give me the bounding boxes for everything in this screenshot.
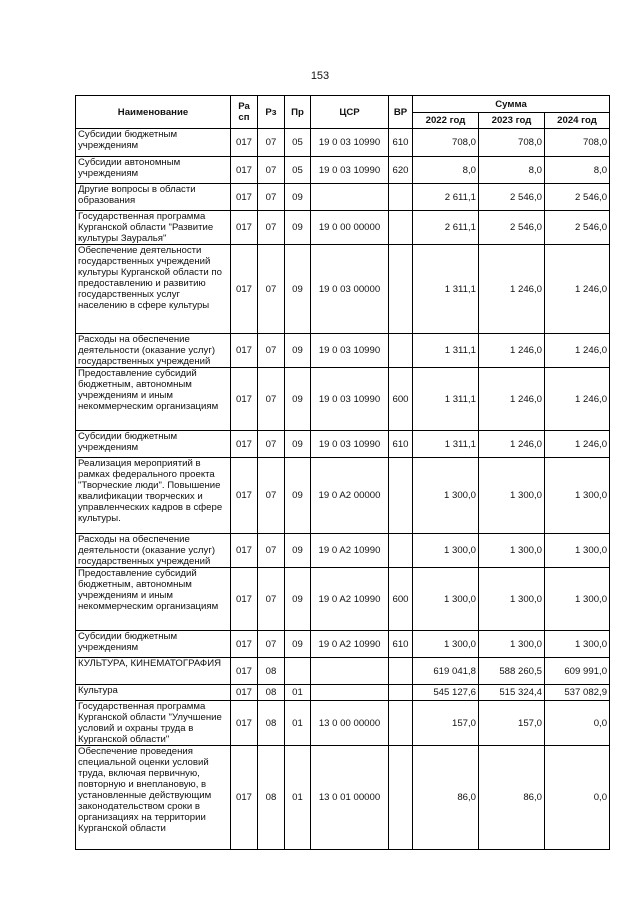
cell-y2022: 2 611,1 [413, 184, 479, 211]
cell-y2024: 1 300,0 [545, 534, 610, 568]
cell-csr [311, 658, 389, 685]
cell-pr: 09 [285, 211, 311, 245]
cell-vr [389, 685, 413, 701]
cell-y2023: 2 546,0 [479, 211, 545, 245]
cell-y2023: 1 300,0 [479, 458, 545, 534]
cell-y2022: 8,0 [413, 157, 479, 184]
cell-y2022: 157,0 [413, 701, 479, 746]
cell-y2024: 8,0 [545, 157, 610, 184]
cell-vr: 620 [389, 157, 413, 184]
cell-ra: 017 [231, 631, 258, 658]
cell-pr: 09 [285, 368, 311, 431]
cell-ra: 017 [231, 129, 258, 157]
cell-rz: 07 [258, 458, 285, 534]
cell-csr: 19 0 03 10990 [311, 129, 389, 157]
cell-csr: 19 0 00 00000 [311, 211, 389, 245]
cell-rz: 07 [258, 368, 285, 431]
cell-y2022: 1 311,1 [413, 245, 479, 334]
cell-y2024: 537 082,9 [545, 685, 610, 701]
table-row [76, 184, 610, 211]
cell-vr: 610 [389, 129, 413, 157]
cell-ra: 017 [231, 701, 258, 746]
header-2024: 2024 год [545, 113, 610, 129]
cell-y2024: 609 991,0 [545, 658, 610, 685]
header-sum: Сумма [413, 96, 610, 113]
cell-vr [389, 458, 413, 534]
cell-y2023: 588 260,5 [479, 658, 545, 685]
cell-name: Субсидии бюджетным учреждениям [76, 431, 231, 458]
cell-y2023: 157,0 [479, 701, 545, 746]
cell-pr: 09 [285, 184, 311, 211]
cell-name: Расходы на обеспечение деятельности (оказание услуг) государственных учреждений [76, 334, 231, 368]
cell-y2023: 1 246,0 [479, 245, 545, 334]
cell-y2024: 0,0 [545, 746, 610, 850]
cell-y2023: 1 246,0 [479, 431, 545, 458]
cell-vr [389, 701, 413, 746]
cell-csr: 19 0 03 10990 [311, 157, 389, 184]
cell-pr: 01 [285, 701, 311, 746]
cell-pr: 01 [285, 685, 311, 701]
cell-name: Культура [76, 685, 231, 701]
cell-y2022: 545 127,6 [413, 685, 479, 701]
cell-ra: 017 [231, 211, 258, 245]
cell-pr: 09 [285, 534, 311, 568]
cell-name: Расходы на обеспечение деятельности (оказание услуг) государственных учреждений [76, 534, 231, 568]
cell-rz: 08 [258, 658, 285, 685]
cell-y2022: 708,0 [413, 129, 479, 157]
header-2022: 2022 год [413, 113, 479, 129]
cell-rz: 08 [258, 701, 285, 746]
cell-vr: 600 [389, 568, 413, 631]
table-row [76, 746, 610, 850]
table-row [76, 458, 610, 534]
cell-csr: 13 0 01 00000 [311, 746, 389, 850]
cell-csr: 13 0 00 00000 [311, 701, 389, 746]
cell-ra: 017 [231, 368, 258, 431]
cell-pr: 09 [285, 458, 311, 534]
cell-rz: 07 [258, 568, 285, 631]
cell-pr [285, 658, 311, 685]
cell-y2022: 1 311,1 [413, 334, 479, 368]
cell-ra: 017 [231, 334, 258, 368]
cell-y2022: 619 041,8 [413, 658, 479, 685]
cell-name: Обеспечение деятельности государственных учреждений культуры Курганской области по предоставлению и развитию государственных услуг населению в сфере культуры [76, 245, 231, 334]
header-vr: ВР [389, 96, 413, 129]
cell-csr [311, 685, 389, 701]
cell-y2022: 1 300,0 [413, 568, 479, 631]
cell-vr [389, 658, 413, 685]
cell-csr: 19 0 A2 10990 [311, 568, 389, 631]
table-row [76, 568, 610, 631]
header-name: Наименование [76, 96, 231, 129]
cell-csr [311, 184, 389, 211]
cell-pr: 01 [285, 746, 311, 850]
cell-y2024: 708,0 [545, 129, 610, 157]
table-row [76, 129, 610, 157]
cell-y2024: 1 300,0 [545, 458, 610, 534]
cell-ra: 017 [231, 157, 258, 184]
cell-ra: 017 [231, 746, 258, 850]
cell-vr [389, 746, 413, 850]
cell-rz: 07 [258, 534, 285, 568]
cell-ra: 017 [231, 184, 258, 211]
cell-y2024: 1 246,0 [545, 431, 610, 458]
cell-y2022: 1 300,0 [413, 631, 479, 658]
table-row [76, 334, 610, 368]
cell-csr: 19 0 03 10990 [311, 334, 389, 368]
cell-name: Реализация мероприятий в рамках федерального проекта "Творческие люди". Повышение квалификации творческих и управленческих кадров в сфере культуры. [76, 458, 231, 534]
cell-rz: 07 [258, 631, 285, 658]
cell-y2024: 1 246,0 [545, 334, 610, 368]
cell-name: Субсидии бюджетным учреждениям [76, 129, 231, 157]
cell-vr [389, 184, 413, 211]
cell-name: Предоставление субсидий бюджетным, автономным учреждениям и иным некоммерческим организациям [76, 568, 231, 631]
header-csr: ЦСР [311, 96, 389, 129]
cell-y2023: 1 300,0 [479, 568, 545, 631]
cell-y2024: 2 546,0 [545, 211, 610, 245]
cell-vr [389, 211, 413, 245]
cell-y2023: 1 300,0 [479, 631, 545, 658]
cell-rz: 07 [258, 129, 285, 157]
cell-y2024: 1 246,0 [545, 245, 610, 334]
cell-y2023: 8,0 [479, 157, 545, 184]
cell-y2022: 1 300,0 [413, 458, 479, 534]
cell-y2024: 1 246,0 [545, 368, 610, 431]
cell-name: Предоставление субсидий бюджетным, автономным учреждениям и иным некоммерческим организациям [76, 368, 231, 431]
cell-y2023: 86,0 [479, 746, 545, 850]
cell-y2023: 2 546,0 [479, 184, 545, 211]
cell-vr: 600 [389, 368, 413, 431]
cell-vr [389, 534, 413, 568]
cell-pr: 09 [285, 245, 311, 334]
cell-rz: 07 [258, 245, 285, 334]
cell-ra: 017 [231, 245, 258, 334]
cell-ra: 017 [231, 568, 258, 631]
cell-name: Субсидии бюджетным учреждениям [76, 631, 231, 658]
cell-ra: 017 [231, 458, 258, 534]
cell-y2023: 1 246,0 [479, 368, 545, 431]
cell-y2022: 1 300,0 [413, 534, 479, 568]
cell-rz: 08 [258, 746, 285, 850]
cell-y2022: 1 311,1 [413, 431, 479, 458]
cell-name: Субсидии автономным учреждениям [76, 157, 231, 184]
cell-csr: 19 0 A2 10990 [311, 631, 389, 658]
cell-csr: 19 0 03 00000 [311, 245, 389, 334]
cell-rz: 07 [258, 184, 285, 211]
header-pr: Пр [285, 96, 311, 129]
cell-vr [389, 334, 413, 368]
cell-ra: 017 [231, 685, 258, 701]
cell-vr [389, 245, 413, 334]
table-row [76, 245, 610, 334]
cell-y2023: 708,0 [479, 129, 545, 157]
cell-csr: 19 0 A2 00000 [311, 458, 389, 534]
cell-y2022: 86,0 [413, 746, 479, 850]
cell-name: КУЛЬТУРА, КИНЕМАТОГРАФИЯ [76, 658, 231, 685]
cell-name: Государственная программа Курганской области "Улучшение условий и охраны труда в Курганской области" [76, 701, 231, 746]
cell-rz: 07 [258, 334, 285, 368]
table-row [76, 701, 610, 746]
table-body [76, 129, 610, 850]
page-number: 153 [310, 70, 330, 82]
cell-rz: 07 [258, 157, 285, 184]
cell-y2023: 1 300,0 [479, 534, 545, 568]
table-row [76, 631, 610, 658]
cell-pr: 09 [285, 568, 311, 631]
cell-rz: 07 [258, 211, 285, 245]
table-row [76, 368, 610, 431]
table-row [76, 431, 610, 458]
cell-vr: 610 [389, 631, 413, 658]
header-2023: 2023 год [479, 113, 545, 129]
cell-name: Другие вопросы в области образования [76, 184, 231, 211]
cell-csr: 19 0 A2 10990 [311, 534, 389, 568]
table-row [76, 211, 610, 245]
cell-y2024: 2 546,0 [545, 184, 610, 211]
cell-pr: 09 [285, 431, 311, 458]
budget-table [75, 95, 610, 850]
cell-pr: 05 [285, 157, 311, 184]
cell-ra: 017 [231, 658, 258, 685]
table-row [76, 534, 610, 568]
table-row [76, 157, 610, 184]
header-ra: Ра сп [231, 96, 258, 129]
cell-name: Обеспечение проведения специальной оценки условий труда, включая первичную, повторную и внеплановую, в установленные действующим законодательством сроки в организациях на территории Курганской области [76, 746, 231, 850]
cell-name: Государственная программа Курганской области "Развитие культуры Зауралья" [76, 211, 231, 245]
cell-csr: 19 0 03 10990 [311, 368, 389, 431]
cell-y2023: 515 324,4 [479, 685, 545, 701]
cell-y2023: 1 246,0 [479, 334, 545, 368]
cell-pr: 09 [285, 334, 311, 368]
header-rz: Рз [258, 96, 285, 129]
cell-ra: 017 [231, 431, 258, 458]
cell-ra: 017 [231, 534, 258, 568]
cell-y2024: 1 300,0 [545, 631, 610, 658]
cell-vr: 610 [389, 431, 413, 458]
cell-y2024: 1 300,0 [545, 568, 610, 631]
cell-pr: 05 [285, 129, 311, 157]
cell-y2022: 1 311,1 [413, 368, 479, 431]
cell-rz: 07 [258, 431, 285, 458]
cell-rz: 08 [258, 685, 285, 701]
cell-y2022: 2 611,1 [413, 211, 479, 245]
cell-y2024: 0,0 [545, 701, 610, 746]
cell-csr: 19 0 03 10990 [311, 431, 389, 458]
table-row [76, 685, 610, 701]
table-row [76, 658, 610, 685]
cell-pr: 09 [285, 631, 311, 658]
